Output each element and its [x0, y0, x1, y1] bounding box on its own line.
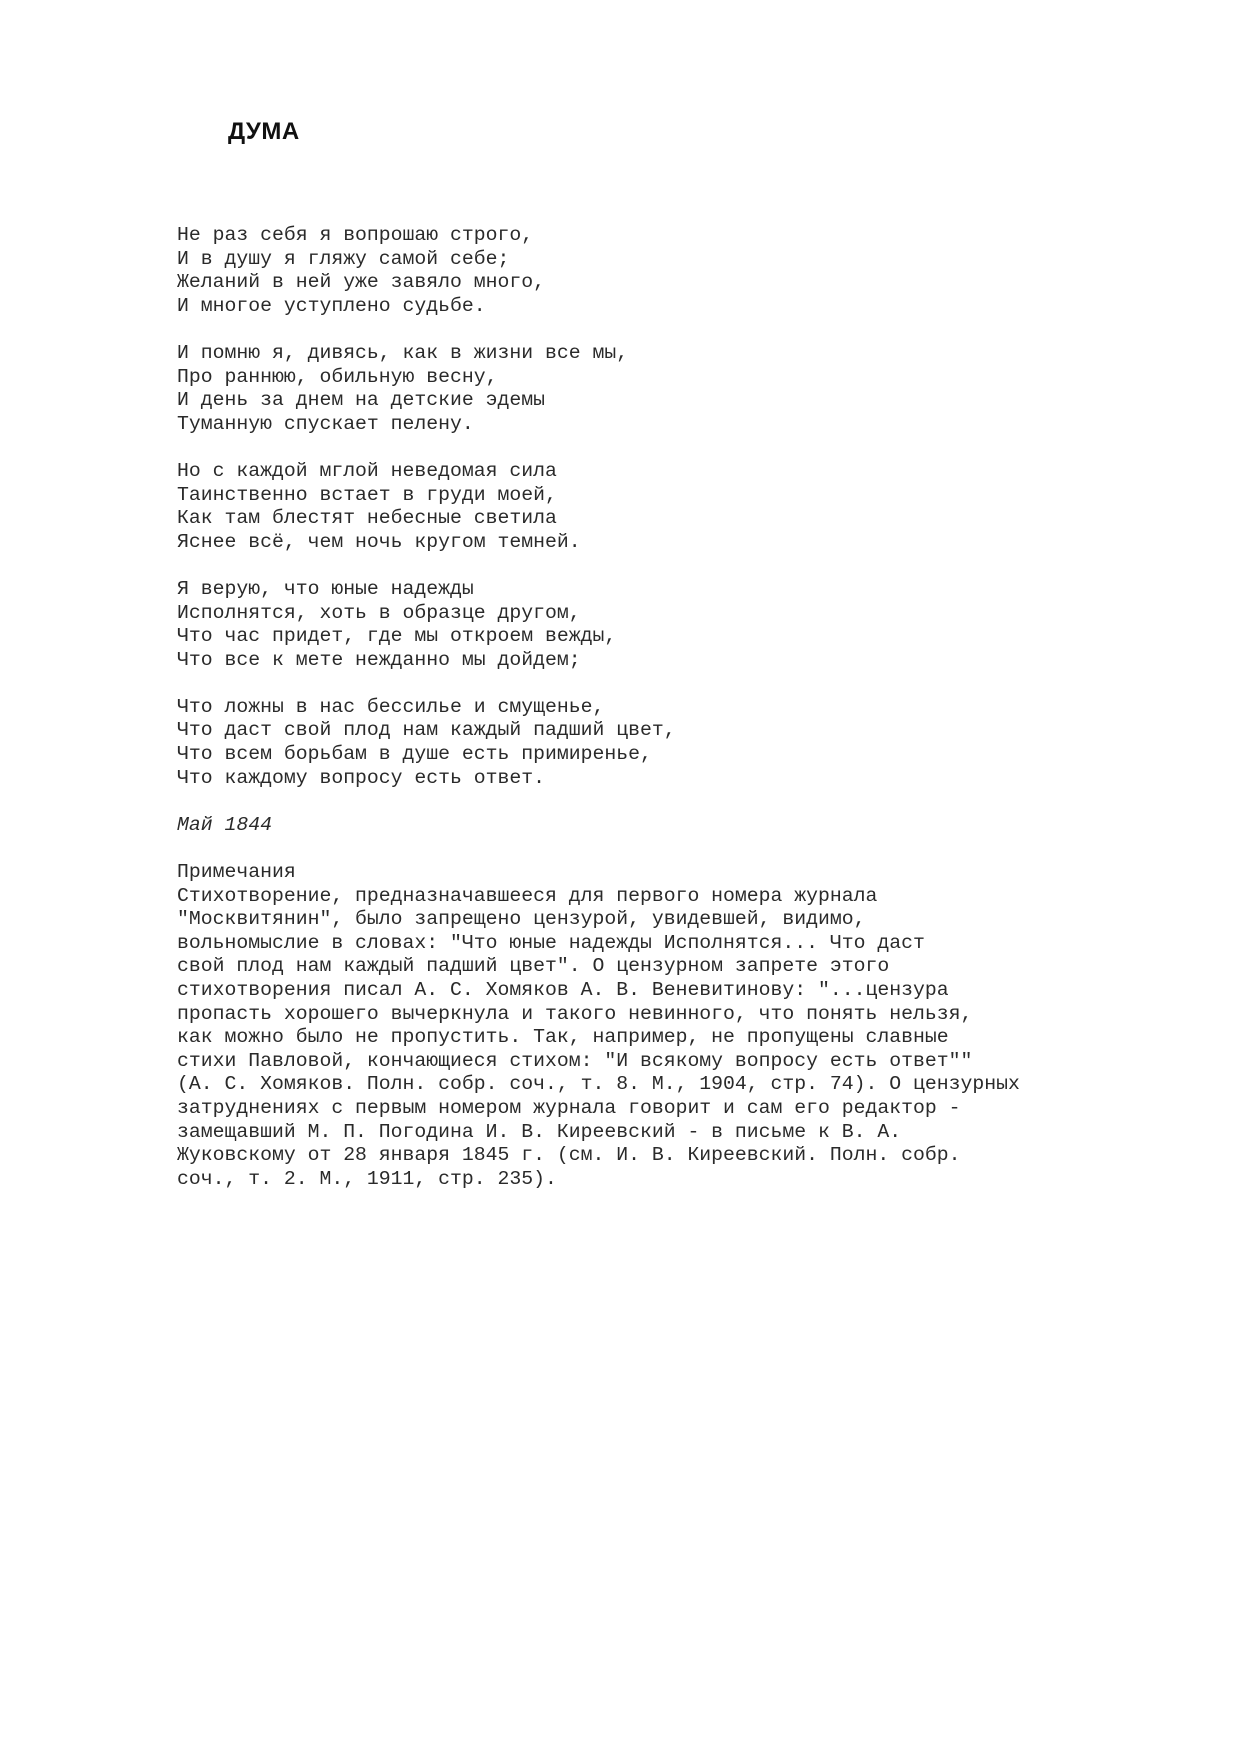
- verse-line: Что ложны в нас бессилье и смущенье,: [177, 695, 605, 718]
- verse-line: Не раз себя я вопрошаю строго,: [177, 224, 534, 246]
- verse-line: И день за днем на детские эдемы: [177, 389, 545, 412]
- verse-line: Я верую, что юные надежды: [177, 577, 474, 600]
- verse-line: Желаний в ней уже завяло много,: [177, 271, 545, 294]
- verse-line: Туманную спускает пелену.: [177, 412, 474, 435]
- notes-line: вольномыслие в словах: "Что юные надежды Исполнятся... Что даст: [177, 931, 925, 954]
- poem-date: Май 1844: [177, 813, 272, 836]
- poem-body: [177, 224, 1097, 1191]
- notes-line: Жуковскому от 28 января 1845 г. (см. И. В. Киреевский. Полн. собр.: [177, 1144, 961, 1167]
- stanza-2: [177, 342, 1097, 436]
- page-title: ДУМА: [228, 118, 300, 145]
- notes-line: свой плод нам каждый падший цвет". О цензурном запрете этого: [177, 955, 890, 978]
- verse-line: Что каждому вопросу есть ответ.: [177, 766, 545, 789]
- stanza-4: [177, 578, 1097, 672]
- notes-line: пропасть хорошего вычеркнула и такого невинного, что понять нельзя,: [177, 1002, 973, 1025]
- verse-line: Исполнятся, хоть в образце другом,: [177, 601, 581, 624]
- verse-line: Как там блестят небесные светила: [177, 507, 557, 530]
- verse-line: Что час придет, где мы откроем вежды,: [177, 625, 617, 648]
- stanza-5: [177, 696, 1097, 790]
- verse-line: Что даст свой плод нам каждый падший цвет,: [177, 719, 676, 742]
- notes-line: замещавший М. П. Погодина И. В. Киреевский - в письме к В. А.: [177, 1120, 902, 1143]
- notes-line: стихотворения писал А. С. Хомяков А. В. Веневитинову: "...цензура: [177, 979, 949, 1001]
- verse-line: Что все к мете нежданно мы дойдем;: [177, 648, 581, 671]
- notes-line: Стихотворение, предназначавшееся для первого номера журнала: [177, 884, 878, 907]
- notes-line: стихи Павловой, кончающиеся стихом: "И всякому вопросу есть ответ"": [177, 1049, 973, 1072]
- verse-line: И многое уступлено судьбе.: [177, 294, 486, 317]
- verse-line: Но с каждой мглой неведомая сила: [177, 459, 557, 482]
- verse-line: Яснее всё, чем ночь кругом темней.: [177, 530, 581, 553]
- verse-line: Про раннюю, обильную весну,: [177, 365, 498, 388]
- notes-line: "Москвитянин", было запрещено цензурой, увидевшей, видимо,: [177, 908, 866, 931]
- stanza-1: [177, 224, 1097, 318]
- notes-heading: Примечания: [177, 861, 296, 884]
- verse-line: И в душу я гляжу самой себе;: [177, 247, 510, 270]
- verse-line: Что всем борьбам в душе есть примиренье,: [177, 743, 652, 766]
- verse-line: Таинственно встает в груди моей,: [177, 483, 557, 506]
- notes-line: (А. С. Хомяков. Полн. собр. соч., т. 8. М., 1904, стр. 74). О цензурных: [177, 1073, 1020, 1096]
- verse-line: И помню я, дивясь, как в жизни все мы,: [177, 341, 629, 364]
- notes-line: затруднениях с первым номером журнала говорит и сам его редактор -: [177, 1096, 961, 1119]
- notes-section: [177, 861, 1097, 1191]
- notes-line: соч., т. 2. М., 1911, стр. 235).: [177, 1167, 557, 1190]
- notes-line: как можно было не пропустить. Так, например, не пропущены славные: [177, 1026, 949, 1049]
- stanza-3: [177, 460, 1097, 554]
